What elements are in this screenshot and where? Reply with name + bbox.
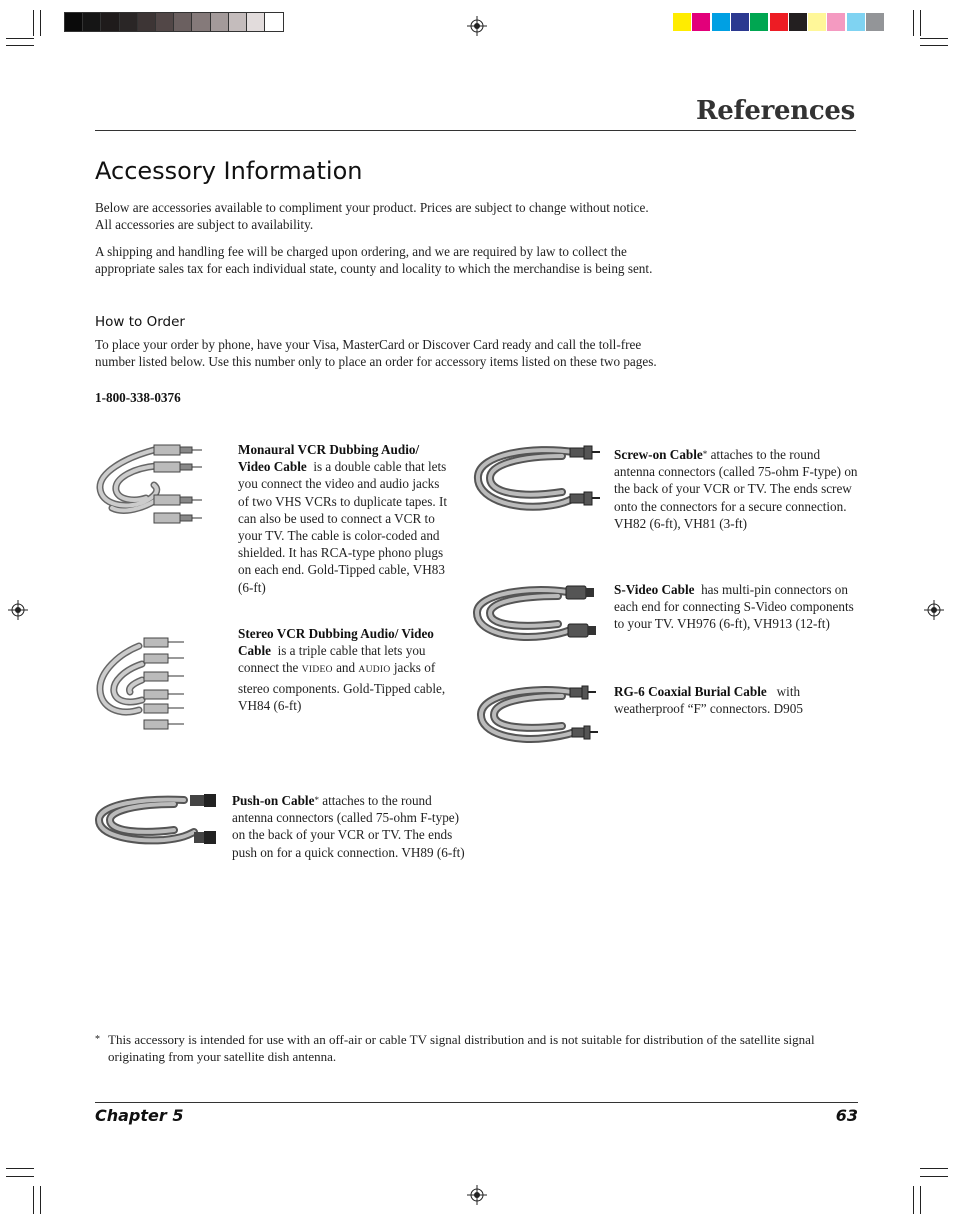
rg6-cable-name: RG-6 Coaxial Burial Cable — [614, 684, 767, 699]
monaural-cable-name: Monaural VCR Dubbing Audio/ Video Cable — [238, 442, 420, 475]
stereo-cable-image — [94, 632, 188, 742]
registration-mark-left-icon — [8, 600, 28, 620]
grayscale-swatch — [229, 13, 247, 31]
color-swatch — [789, 13, 807, 31]
s-video-cable-description — [614, 581, 862, 633]
push-on-cable-description — [232, 792, 470, 861]
grayscale-swatch — [65, 13, 83, 31]
color-swatch — [847, 13, 865, 31]
grayscale-swatch — [192, 13, 210, 31]
chapter-label: Chapter 5 — [95, 1106, 184, 1125]
page-number: 63 — [835, 1106, 858, 1125]
color-swatch — [712, 13, 730, 31]
order-phone-number — [95, 389, 181, 406]
page-title: Accessory Information — [95, 157, 363, 185]
color-swatch — [866, 13, 884, 31]
color-swatch — [731, 13, 749, 31]
intro-paragraph-1: Below are accessories available to compliment your product. Prices are subject to change without notice. All accessories are subject to availability. — [95, 200, 649, 233]
page-section-title: References — [695, 96, 855, 126]
color-swatch — [770, 13, 788, 31]
footer-rule — [95, 1102, 858, 1103]
phone-number-text: 1-800-338-0376 — [95, 390, 181, 405]
push-on-cable-footnote-mark: * — [314, 795, 319, 805]
stereo-cable-word-audio: AUDIO — [358, 665, 391, 676]
footnote — [95, 1031, 835, 1065]
push-on-cable-text: attaches to the round antenna connectors (called 75-ohm F-type) on the back of your VCR or TV. The ends push on for a quick connection. VH89 (6-ft) — [232, 793, 465, 860]
s-video-cable-image — [472, 580, 602, 650]
how-to-order-text: To place your order by phone, have your Visa, MasterCard or Discover Card ready and call the toll-free number listed below. Use this number only to place an order for accessory items listed on these two pages. — [95, 337, 657, 370]
stereo-cable-text-2: jacks of stereo components. Gold-Tipped cable, VH84 (6-ft) — [238, 660, 446, 713]
grayscale-swatch — [211, 13, 229, 31]
s-video-cable-name: S-Video Cable — [614, 582, 695, 597]
registration-mark-bottom-icon — [467, 1185, 487, 1205]
screw-on-cable-name: Screw-on Cable — [614, 447, 703, 462]
grayscale-swatch — [174, 13, 192, 31]
push-on-cable-image — [94, 790, 222, 850]
screw-on-cable-image — [472, 440, 602, 522]
color-swatch — [750, 13, 768, 31]
header-rule — [95, 130, 856, 131]
color-swatch — [692, 13, 710, 31]
grayscale-swatch — [101, 13, 119, 31]
rg6-cable-text: with weatherproof “F” connectors. D905 — [614, 684, 803, 717]
s-video-cable-text: has multi-pin connectors on each end for connecting S-Video components to your TV. VH976 (6-ft), VH913 (12-ft) — [614, 582, 854, 632]
registration-mark-right-icon — [924, 600, 944, 620]
grayscale-swatch — [265, 13, 283, 31]
stereo-cable-name: Stereo VCR Dubbing Audio/ Video Cable — [238, 626, 434, 659]
color-swatch — [673, 13, 691, 31]
monaural-cable-image — [94, 438, 206, 532]
intro-paragraph-2: A shipping and handling fee will be charged upon ordering, and we are required by law to collect the appropriate sales tax for each individual state, county and locality to which the merchandise is being sent. — [95, 244, 653, 277]
stereo-cable-description — [238, 625, 450, 714]
grayscale-swatch — [156, 13, 174, 31]
grayscale-swatch — [247, 13, 265, 31]
stereo-cable-word-and: and — [336, 660, 356, 676]
registration-mark-top-icon — [467, 16, 487, 36]
screw-on-cable-footnote-mark: * — [702, 449, 708, 459]
screw-on-cable-text: attaches to the round antenna connectors (called 75-ohm F-type) on the back of your VCR or TV. The ends screw onto the connectors for a secure connection. VH82 (6-ft), VH81 (3-ft) — [614, 447, 858, 531]
stereo-cable-text-1: is a triple cable that lets you connect the — [238, 643, 426, 676]
grayscale-swatch — [138, 13, 156, 31]
monaural-cable-text: is a double cable that lets you connect the video and audio jacks of two VHS VCRs to duplicate tapes. It can also be used to connect a VCR to your TV. The cable is color-coded and shielded. It has RCA-type phono plugs on each end. Gold-Tipped cable, VH83 (6-ft) — [238, 459, 448, 595]
push-on-cable-name: Push-on Cable — [232, 793, 315, 808]
how-to-order-title: How to Order — [95, 314, 185, 330]
rg6-cable-description — [614, 683, 862, 717]
screw-on-cable-description — [614, 446, 862, 532]
stereo-cable-word-video: VIDEO — [301, 665, 333, 676]
grayscale-swatch — [83, 13, 101, 31]
rg6-cable-image — [476, 680, 600, 752]
monaural-cable-description — [238, 441, 450, 596]
grayscale-swatch — [120, 13, 138, 31]
color-swatch — [827, 13, 845, 31]
footnote-text: This accessory is intended for use with an off-air or cable TV signal distribution and is not suitable for distribution of the satellite signal originating from your satellite dish antenna. — [108, 1032, 815, 1064]
color-swatch — [808, 13, 826, 31]
footnote-mark: * — [95, 1034, 100, 1045]
